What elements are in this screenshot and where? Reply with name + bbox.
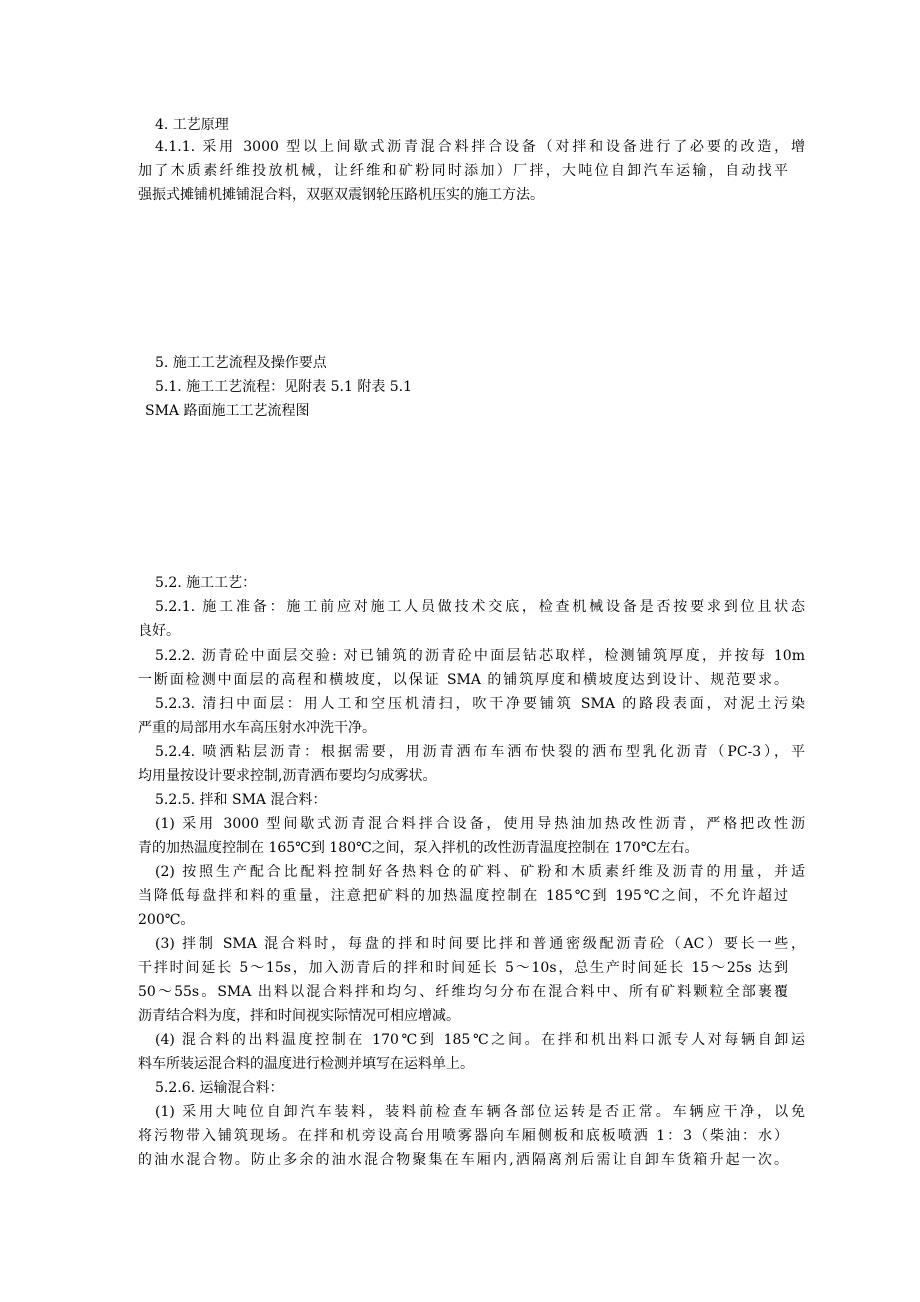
para-5-2-5-3-line-3: 50～55s。SMA 出料以混合料拌和均匀、纤维均匀分布在混合料中、所有矿料颗粒全部裹覆: [138, 984, 788, 1000]
para-5-2-1-line-2: 良好。: [138, 623, 180, 639]
para-5-2-6-1-line-1: (1) 采用大吨位自卸汽车装料，装料前检查车辆各部位运转是否正常。车辆应干净，以免: [155, 1104, 805, 1120]
para-5-2-4-line-2: 均用量按设计要求控制,沥青洒布要均匀成雾状。: [138, 768, 437, 784]
section-5-2: 5.2. 施工工艺：: [155, 575, 257, 591]
para-5-2-3-line-2: 严重的局部用水车高压射水冲洗干净。: [138, 720, 376, 736]
para-5-2-5-3-line-2: 干拌时间延长 5～15s，加入沥青后的拌和时间延长 5～10s，总生产时间延长 15～25s 达到: [138, 960, 788, 976]
para-5-2-5-3-line-4: 沥青结合料为度，拌和时间视实际情况可相应增减。: [138, 1008, 460, 1024]
para-5-2-5-1-line-2: 青的加热温度控制在 165℃到 180℃之间，泵入拌机的改性沥青温度控制在 170℃左右。: [138, 840, 699, 856]
para-5-2-1-line-1: 5.2.1. 施工准备：施工前应对施工人员做技术交底，检查机械设备是否按要求到位且状态: [155, 599, 805, 615]
para-5-2-5-4-line-2: 料车所装运混合料的温度进行检测并填写在运料单上。: [138, 1056, 474, 1072]
section-5-2-6: 5.2.6. 运输混合料：: [155, 1080, 284, 1096]
para-5-2-5-1-line-1: (1) 采用 3000 型间歇式沥青混合料拌合设备，使用导热油加热改性沥青，严格把改性沥: [155, 816, 805, 832]
para-5-2-2-line-1: 5.2.2. 沥青砼中面层交验: 对已铺筑的沥青砼中面层钻芯取样，检测铺筑厚度，并按每 10m: [155, 648, 805, 664]
para-4-1-1-line-2: 加了木质素纤维投放机械，让纤维和矿粉同时添加）厂拌，大吨位自卸汽车运输，自动找平: [138, 163, 788, 179]
section-5-2-5: 5.2.5. 拌和 SMA 混合料：: [155, 792, 327, 808]
para-5-2-2-line-2: 一断面检测中面层的高程和横坡度，以保证 SMA 的铺筑厚度和横坡度达到设计、规范要求。: [138, 672, 788, 688]
para-5-2-6-1-line-3: 的油水混合物。防止多余的油水混合物聚集在车厢内,洒隔离剂后需让自卸车货箱升起一次。: [138, 1152, 788, 1168]
para-5-2-5-2-line-1: (2) 按照生产配合比配料控制好各热料仓的矿料、矿粉和木质素纤维及沥青的用量，并适: [155, 864, 805, 880]
para-5-2-5-4-line-1: (4) 混合料的出料温度控制在 170℃到 185℃之间。在拌和机出料口派专人对每辆自卸运: [155, 1032, 805, 1048]
section-4-heading: 4. 工艺原理: [155, 117, 229, 133]
para-5-2-4-line-1: 5.2.4. 喷洒粘层沥青：根据需要，用沥青洒布车洒布快裂的洒布型乳化沥青（PC-3），平: [155, 744, 805, 760]
para-5-2-5-2-line-3: 200℃。: [138, 912, 195, 928]
para-4-1-1-line-3: 强振式摊铺机摊铺混合料，双驱双震钢轮压路机压实的施工方法。: [138, 187, 544, 203]
section-5-heading: 5. 施工工艺流程及操作要点: [155, 355, 327, 371]
para-5-2-5-2-line-2: 当降低每盘拌和料的重量，注意把矿料的加热温度控制在 185℃到 195℃之间，不允许超过: [138, 888, 788, 904]
para-5-2-3-line-1: 5.2.3. 清扫中面层：用人工和空压机清扫，吹干净要铺筑 SMA 的路段表面，对泥土污染: [155, 696, 805, 712]
para-4-1-1-line-1: 4.1.1. 采用 3000 型以上间歇式沥青混合料拌合设备（对拌和设备进行了必要的改造，增: [155, 139, 805, 155]
para-5-2-6-1-line-2: 将污物带入铺筑现场。在拌和机旁设高台用喷雾器向车厢侧板和底板喷洒 1：3（柴油：水）: [138, 1128, 788, 1144]
para-5-2-5-3-line-1: (3) 拌制 SMA 混合料时，每盘的拌和时间要比拌和普通密级配沥青砼（AC）要长一些，: [155, 936, 805, 952]
section-5-1: 5.1. 施工工艺流程：见附表 5.1 附表 5.1: [155, 379, 413, 395]
flowchart-caption: SMA 路面施工工艺流程图: [145, 403, 310, 419]
